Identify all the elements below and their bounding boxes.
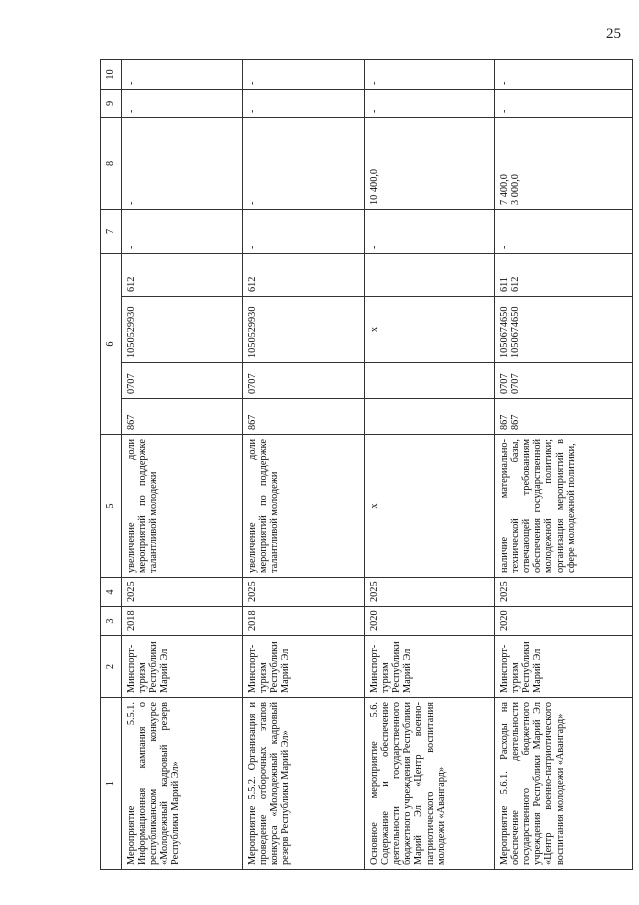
activity-name-cell: Мероприятие 5.5.1. Информационная кампания о республиканском конкурсе «Молодежный кадровый резерв Республики Марий Эл» [122, 698, 243, 870]
value-cell-col9: - [122, 89, 243, 117]
value-cell-col9: - [495, 89, 633, 117]
value-cell-col8: - [243, 117, 365, 209]
grbs-code-cell: 867 867 [495, 399, 633, 435]
expected-result-cell: наличие материально-технической базы, отвечающей требованиям обеспечения государственной молодежной политики; организация мероприятий в сфере молодежной политики, [495, 435, 633, 578]
value-cell-col9: - [365, 89, 495, 117]
grbs-code-cell [365, 399, 495, 435]
value-cell-col8: 10 400,0 [365, 117, 495, 209]
header-cell: 10 [101, 59, 122, 89]
value-cell-col10: - [122, 59, 243, 89]
value-cell-col8: 7 400,0 3 000,0 [495, 117, 633, 209]
section-code-cell: 0707 [122, 363, 243, 399]
value-cell-col10: - [365, 59, 495, 89]
section-code-cell [365, 363, 495, 399]
target-code-cell: 1050529930 [243, 297, 365, 363]
activity-name-cell: Мероприятие 5.5.2. Организация и проведение отборочных этапов конкурса «Молодежный кадровый резерв Республики Марий Эл» [243, 698, 365, 870]
expense-type-cell [365, 253, 495, 296]
table-row [495, 59, 633, 869]
expected-result-cell: увеличение доли мероприятий по поддержке талантливой молодежи [243, 435, 365, 578]
expected-result-cell: x [365, 435, 495, 578]
section-code-cell: 0707 [243, 363, 365, 399]
rotated-table-wrapper [100, 60, 629, 870]
start-year-cell: 2020 [495, 607, 633, 636]
target-code-cell: x [365, 297, 495, 363]
executor-cell: Минспорт-туризм Республики Марий Эл [365, 636, 495, 698]
grbs-code-cell: 867 [243, 399, 365, 435]
header-cell: 4 [101, 578, 122, 607]
table-body [101, 59, 633, 869]
expense-type-cell: 611 612 [495, 253, 633, 296]
expense-type-cell: 612 [122, 253, 243, 296]
header-row [101, 59, 122, 869]
target-code-cell: 1050674650 1050674650 [495, 297, 633, 363]
expected-result-cell: увеличение доли мероприятий по поддержке талантливой молодежи [122, 435, 243, 578]
table-row [365, 59, 495, 869]
header-cell: 2 [101, 636, 122, 698]
table-row [243, 59, 365, 869]
end-year-cell: 2025 [495, 578, 633, 607]
header-cell: 8 [101, 117, 122, 209]
activity-name-cell: Мероприятие 5.6.1. Расходы на обеспечение деятельности государственного бюджетного учреждения Республики Марий Эл «Центр военно-патриотического воспитания молодежи «Авангард» [495, 698, 633, 870]
header-cell: 3 [101, 607, 122, 636]
header-cell: 5 [101, 435, 122, 578]
executor-cell: Минспорт-туризм Республики Марий Эл [122, 636, 243, 698]
table-row [122, 59, 243, 869]
program-table [100, 59, 633, 870]
end-year-cell: 2025 [365, 578, 495, 607]
grbs-code-cell: 867 [122, 399, 243, 435]
end-year-cell: 2025 [122, 578, 243, 607]
executor-cell: Минспорт-туризм Республики Марий Эл [243, 636, 365, 698]
value-cell-col10: - [495, 59, 633, 89]
header-cell: 1 [101, 698, 122, 870]
value-cell-col8: - [122, 117, 243, 209]
value-cell-col7: - [243, 209, 365, 253]
page-number: 25 [606, 26, 621, 42]
value-cell-col7: - [122, 209, 243, 253]
expense-type-cell: 612 [243, 253, 365, 296]
end-year-cell: 2025 [243, 578, 365, 607]
activity-name-cell: Основное мероприятие 5.6. Содержание и обеспечение деятельности государственного бюджетного учреждения Республики Марий Эл «Центр военно-патриотического воспитания молодежи «Авангард» [365, 698, 495, 870]
target-code-cell: 1050529930 [122, 297, 243, 363]
section-code-cell: 0707 0707 [495, 363, 633, 399]
value-cell-col7: - [495, 209, 633, 253]
header-cell: 7 [101, 209, 122, 253]
start-year-cell: 2020 [365, 607, 495, 636]
value-cell-col10: - [243, 59, 365, 89]
executor-cell: Минспорт-туризм Республики Марий Эл [495, 636, 633, 698]
header-cell: 6 [101, 253, 122, 434]
value-cell-col9: - [243, 89, 365, 117]
header-cell: 9 [101, 89, 122, 117]
value-cell-col7: - [365, 209, 495, 253]
start-year-cell: 2018 [122, 607, 243, 636]
start-year-cell: 2018 [243, 607, 365, 636]
